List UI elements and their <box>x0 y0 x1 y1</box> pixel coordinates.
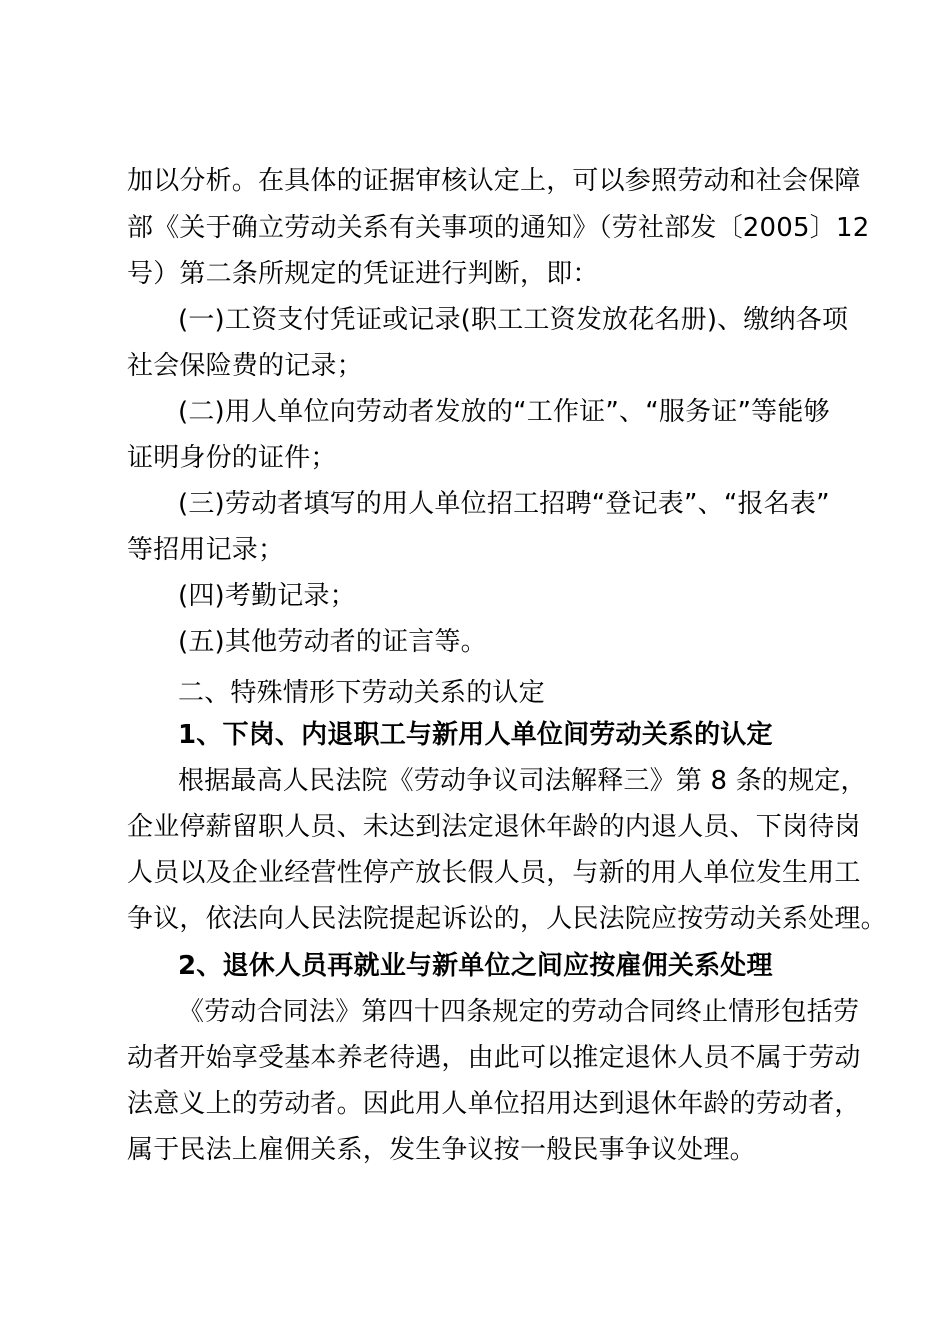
paragraph-line: 法意义上的劳动者。因此用人单位招用达到退休年龄的劳动者， <box>127 1089 861 1119</box>
paragraph-line: 号）第二条所规定的凭证进行判断，即： <box>127 259 599 289</box>
list-item-line: 证明身份的证件； <box>127 443 337 473</box>
list-item-line: 社会保险费的记录； <box>127 351 363 381</box>
paragraph-line: 加以分析。在具体的证据审核认定上，可以参照劳动和社会保障 <box>127 166 861 196</box>
list-item-line: (二)用人单位向劳动者发放的“工作证”、“服务证”等能够 <box>178 397 830 427</box>
section-heading: 二、特殊情形下劳动关系的认定 <box>178 678 545 708</box>
paragraph-line: 根据最高人民法院《劳动争议司法解释三》第 8 条的规定， <box>178 766 867 796</box>
paragraph-line: 争议，依法向人民法院提起诉讼的，人民法院应按劳动关系处理。 <box>127 904 887 934</box>
subsection-heading: 2、退休人员再就业与新单位之间应按雇佣关系处理 <box>178 951 773 981</box>
list-item-line: (四)考勤记录； <box>178 581 356 611</box>
paragraph-line: 人员以及企业经营性停产放长假人员，与新的用人单位发生用工 <box>127 858 861 888</box>
list-item-line: (一)工资支付凭证或记录(职工工资发放花名册)、缴纳各项 <box>178 305 849 335</box>
paragraph-line: 部《关于确立劳动关系有关事项的通知》（劳社部发〔2005〕12 <box>127 213 870 243</box>
list-item-line: (五)其他劳动者的证言等。 <box>178 627 487 657</box>
paragraph-line: 企业停薪留职人员、未达到法定退休年龄的内退人员、下岗待岗 <box>127 812 861 842</box>
list-item-line: (三)劳动者填写的用人单位招工招聘“登记表”、“报名表” <box>178 489 830 519</box>
paragraph-line: 属于民法上雇佣关系，发生争议按一般民事争议处理。 <box>127 1135 756 1165</box>
list-item-line: 等招用记录； <box>127 535 285 565</box>
subsection-heading: 1、下岗、内退职工与新用人单位间劳动关系的认定 <box>178 720 773 750</box>
paragraph-line: 动者开始享受基本养老待遇，由此可以推定退休人员不属于劳动 <box>127 1043 861 1073</box>
paragraph-line: 《劳动合同法》第四十四条规定的劳动合同终止情形包括劳 <box>178 997 860 1027</box>
